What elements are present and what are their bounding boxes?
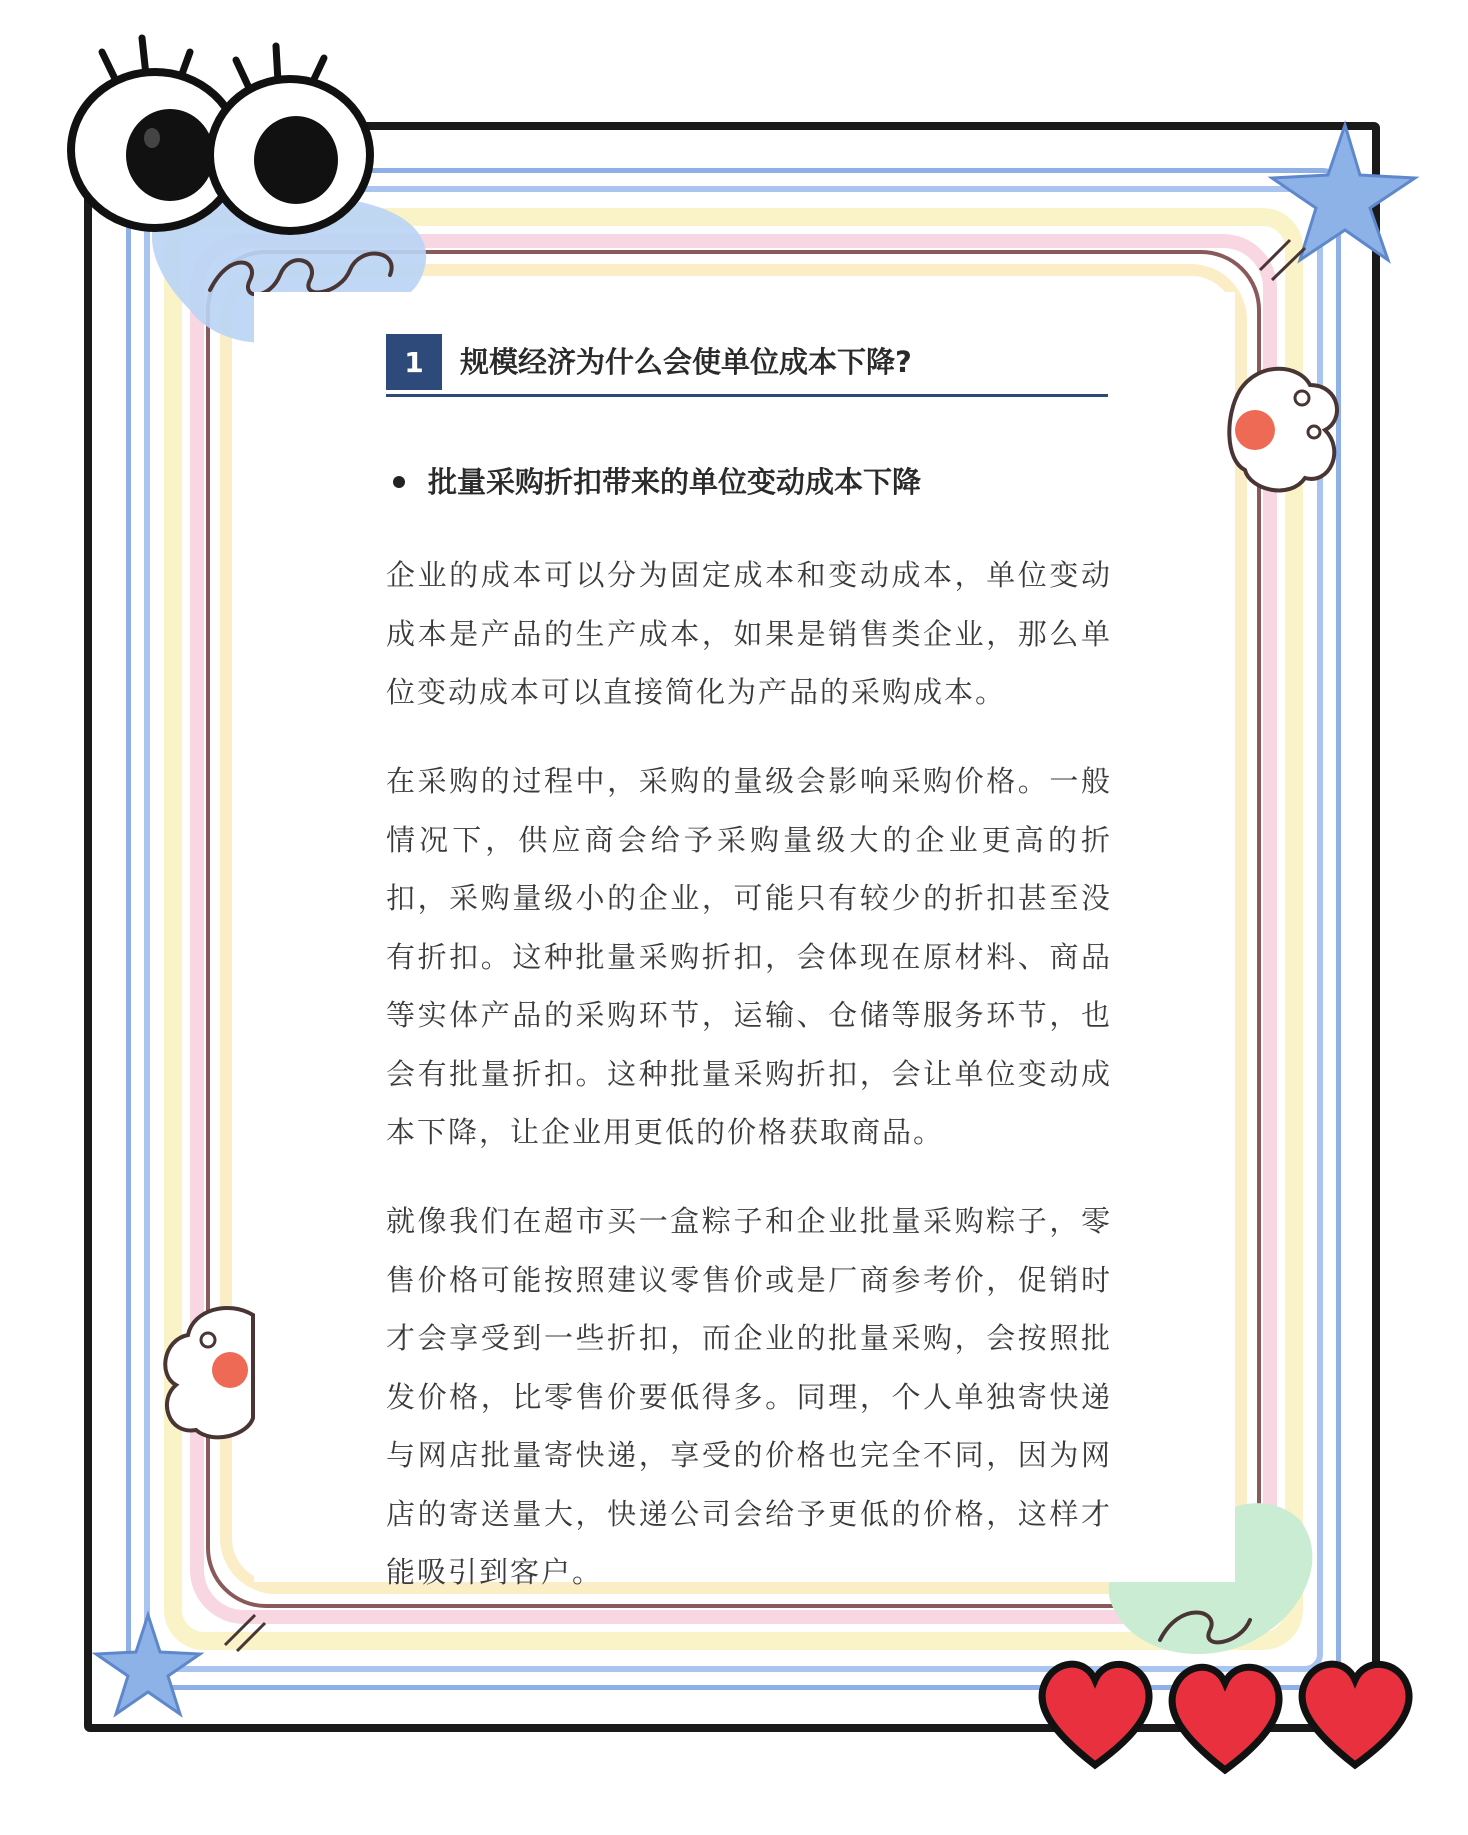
section-number-badge: 1 xyxy=(386,334,442,390)
flower-icon xyxy=(1230,360,1340,500)
section-title: 规模经济为什么会使单位成本下降? xyxy=(460,345,912,379)
flower-icon-left xyxy=(158,1300,258,1440)
eyes-icon xyxy=(40,30,370,240)
star-icon xyxy=(1250,120,1420,280)
star-icon-bottom-left xyxy=(88,1610,208,1730)
title-underline xyxy=(386,394,1108,397)
paragraph-3: 就像我们在超市买一盒粽子和企业批量采购粽子，零售价格可能按照建议零售价或是厂商参考价，促销时才会享受到一些折扣，而企业的批量采购，会按照批发价格，比零售价要低得多。同理，个人单独寄快递与网店批量寄快递，享受的价格也完全不同，因为网店的寄送量大，快递公司会给予更低的价格，这样才能吸引到客户。 xyxy=(386,1204,1112,1589)
paragraph-2: 在采购的过程中，采购的量级会影响采购价格。一般情况下，供应商会给予采购量级大的企业更高的折扣，采购量级小的企业，可能只有较少的折扣甚至没有折扣。这种批量采购折扣，会体现在原材料、商品等实体产品的采购环节，运输、仓储等服务环节，也会有批量折扣。这种批量采购折扣，会让单位变动成本下降，让企业用更低的价格获取商品。 xyxy=(386,764,1112,1149)
bullet-icon xyxy=(393,476,405,488)
paragraph-1: 企业的成本可以分为固定成本和变动成本，单位变动成本是产品的生产成本，如果是销售类企业，那么单位变动成本可以直接简化为产品的采购成本。 xyxy=(386,558,1112,709)
hearts-decoration xyxy=(1030,1645,1430,1785)
bullet-heading: 批量采购折扣带来的单位变动成本下降 xyxy=(428,465,922,499)
swirl-icon xyxy=(215,1595,275,1655)
